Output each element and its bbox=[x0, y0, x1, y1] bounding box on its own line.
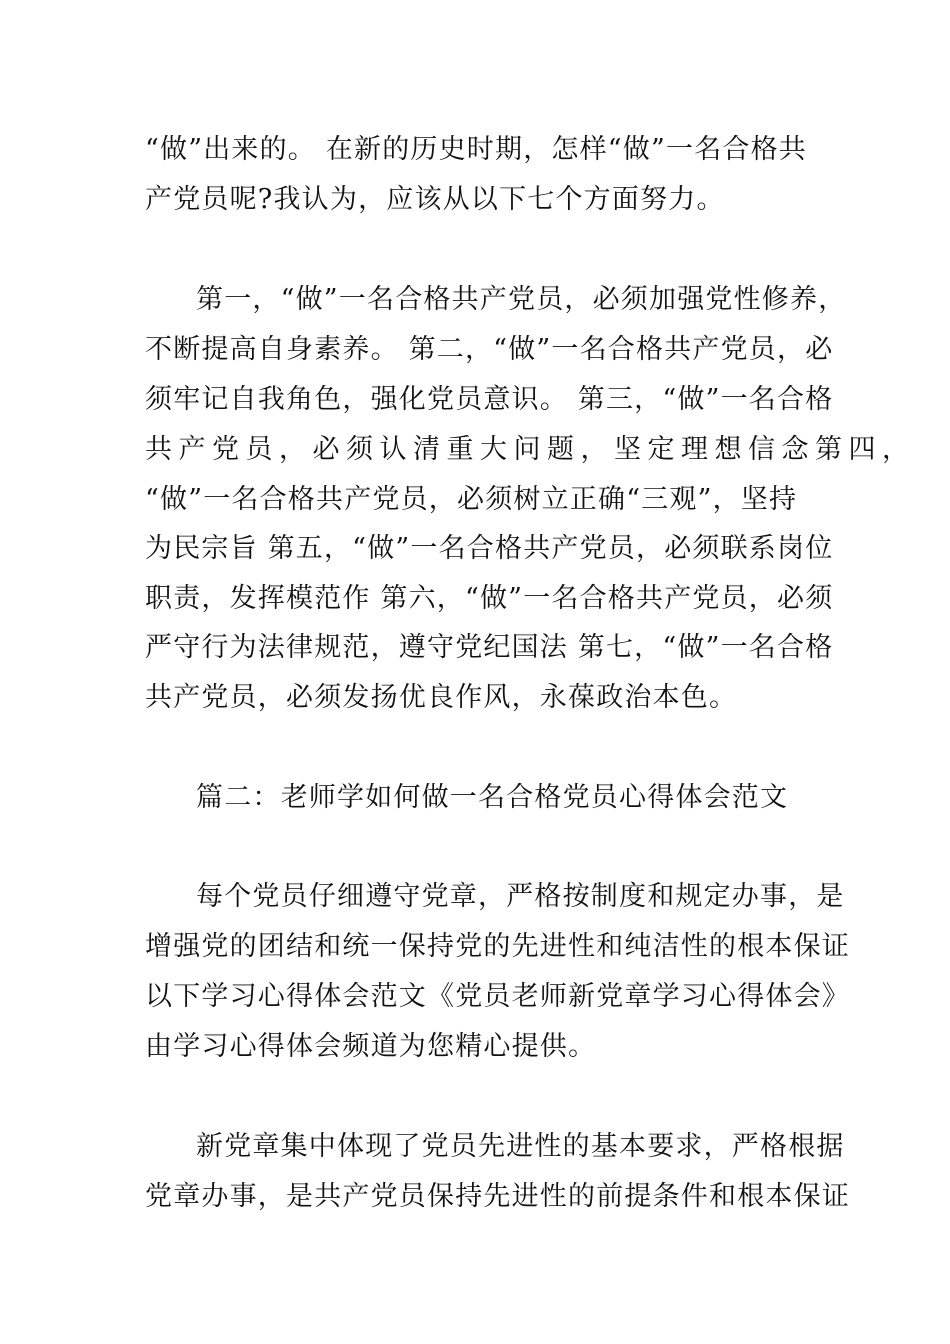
text-line: 每个党员仔细遵守党章，严格按制度和规定办事，是 bbox=[196, 881, 845, 912]
text-line: 职责，发挥模范作 第六，“做”一名合格共产党员，必须 bbox=[145, 583, 834, 614]
text-line: 第一，“做”一名合格共产党员，必须加强党性修养， bbox=[196, 284, 847, 315]
text-line: 增强党的团结和统一保持党的先进性和纯洁性的根本保证 bbox=[145, 931, 850, 962]
section-heading: 篇二：老师学如何做一名合格党员心得体会范文 bbox=[196, 782, 789, 813]
text-line: 须牢记自我角色，强化党员意识。 第三，“做”一名合格 bbox=[145, 384, 834, 415]
text-line: “做”出来的。 在新的历史时期，怎样“做”一名合格共 bbox=[145, 134, 807, 165]
text-line: 新党章集中体现了党员先进性的基本要求，严格根据 bbox=[196, 1131, 845, 1162]
text-line: “做”一名合格共产党员，必须树立正确“三观”，坚持 bbox=[145, 484, 798, 515]
text-line: 共产党员，必须发扬优良作风，永葆政治本色。 bbox=[145, 682, 738, 713]
text-line: 共产党员，必须认清重大问题，坚定理想信念第四， bbox=[145, 434, 916, 465]
text-line: 党章办事，是共产党员保持先进性的前提条件和根本保证 bbox=[145, 1181, 850, 1212]
text-line: 以下学习心得体会范文《党员老师新党章学习心得体会》 bbox=[145, 981, 850, 1012]
text-line: 严守行为法律规范，遵守党纪国法 第七，“做”一名合格 bbox=[145, 632, 834, 663]
text-line: 不断提高自身素养。 第二，“做”一名合格共产党员，必 bbox=[145, 334, 834, 365]
text-line: 产党员呢?我认为，应该从以下七个方面努力。 bbox=[145, 184, 725, 215]
text-line: 为民宗旨 第五，“做”一名合格共产党员，必须联系岗位 bbox=[145, 533, 834, 564]
text-line: 由学习心得体会频道为您精心提供。 bbox=[145, 1031, 597, 1062]
